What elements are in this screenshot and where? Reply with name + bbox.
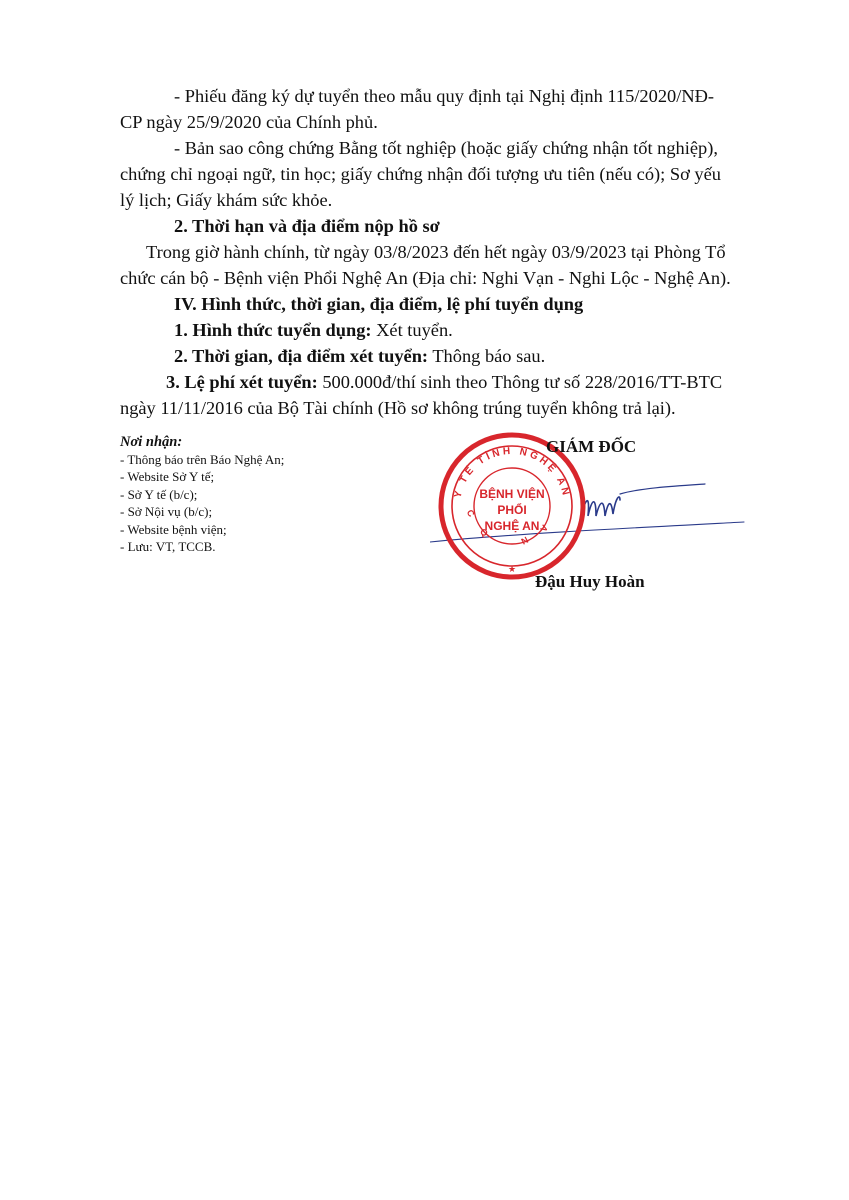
recipients-title: Nơi nhận:: [120, 434, 183, 450]
recruitment-form-line: [174, 317, 453, 343]
item-certified-copies-line3: lý lịch; Giấy khám sức khỏe.: [120, 190, 333, 210]
signature-position: GIÁM ĐỐC: [546, 437, 637, 456]
section-heading-IV: IV. Hình thức, thời gian, địa điểm, lệ phí tuyển dụng: [174, 294, 584, 314]
recruitment-form-value: Xét tuyển.: [371, 320, 453, 340]
item-application-form-line2: CP ngày 25/9/2020 của Chính phủ.: [120, 112, 378, 132]
recipient-item: - Website bệnh viện;: [120, 521, 227, 537]
recipient-item: - Sở Nội vụ (b/c);: [120, 504, 213, 520]
deadline-text-line1: Trong giờ hành chính, từ ngày 03/8/2023 đến hết ngày 03/9/2023 tại Phòng Tổ: [146, 242, 726, 262]
seal-star-icon: ★: [507, 565, 517, 575]
recipient-item: - Thông báo trên Báo Nghệ An;: [120, 452, 285, 467]
recruitment-time-label: 2. Thời gian, địa điểm xét tuyển:: [174, 346, 429, 366]
item-certified-copies-line2: chứng chỉ ngoại ngữ, tin học; giấy chứng nhận đối tượng ưu tiên (nếu có); Sơ yếu: [120, 164, 721, 184]
section-heading-deadline: 2. Thời hạn và địa điểm nộp hồ sơ: [174, 216, 440, 236]
deadline-text-line2: chức cán bộ - Bệnh viện Phổi Nghệ An (Địa chỉ: Nghi Vạn - Nghi Lộc - Nghệ An).: [120, 268, 731, 288]
recipient-item: - Lưu: VT, TCCB.: [120, 539, 216, 555]
recipient-item: - Sở Y tế (b/c);: [120, 486, 198, 502]
recruitment-fee-value-part1: 500.000đ/thí sinh theo Thông tư số 228/2016/TT-BTC: [317, 372, 723, 392]
recipients-block: [120, 434, 284, 555]
seal-line-province: NGHỆ AN: [484, 519, 540, 533]
recruitment-time-line: [174, 343, 545, 369]
item-application-form-line1: - Phiếu đăng ký dự tuyển theo mẫu quy định tại Nghị định 115/2020/NĐ-: [174, 86, 714, 106]
item-certified-copies-line1: - Bản sao công chứng Bằng tốt nghiệp (hoặc giấy chứng nhận tốt nghiệp),: [174, 138, 718, 158]
recruitment-fee-line2: ngày 11/11/2016 của Bộ Tài chính (Hồ sơ không trúng tuyển không trả lại).: [120, 398, 676, 418]
recruitment-time-value: Thông báo sau.: [428, 346, 546, 366]
seal-ring-text: Y TẾ TỈNH NGHỆ AN: [452, 445, 572, 500]
recruitment-form-label: 1. Hình thức tuyển dụng:: [174, 320, 372, 340]
seal-bottom-text: CQ NV: [464, 507, 560, 547]
seal-line-hospital: BỆNH VIỆN: [479, 487, 545, 501]
seal-line-lung: PHỔI: [497, 503, 527, 517]
recruitment-fee-label: 3. Lệ phí xét tuyển:: [166, 372, 318, 392]
recruitment-fee-line1: [166, 369, 722, 395]
recipient-item: - Website Sở Y tế;: [120, 469, 215, 485]
recipients-list: [120, 451, 284, 555]
signature-name: Đậu Huy Hoàn: [535, 572, 645, 591]
